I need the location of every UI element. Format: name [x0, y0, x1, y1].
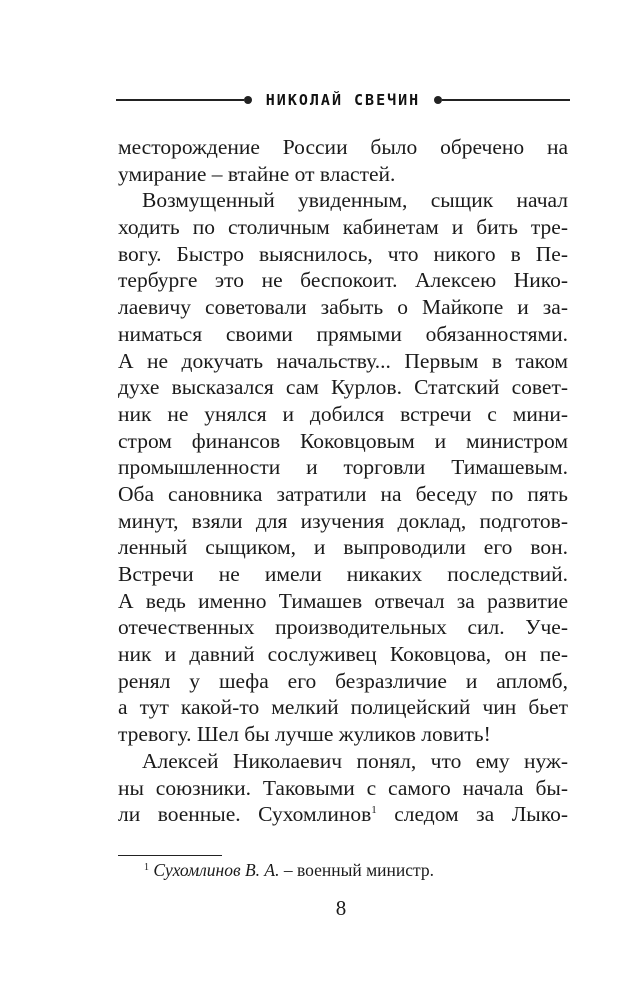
line-text: ник и давний сослуживец Коковцова, он пе-: [118, 642, 568, 667]
text-line: [118, 348, 568, 375]
footnote-reference: 1: [371, 804, 377, 817]
line-text: тревогу. Шел бы лучше жуликов ловить!: [118, 722, 491, 747]
text-line: [118, 267, 568, 294]
line-text: а тут какой-то мелкий полицейский чин бьет: [118, 695, 568, 720]
text-line: [118, 561, 568, 588]
text-line: [118, 161, 568, 188]
text-line: [118, 775, 568, 802]
footnote-text: – военный министр.: [279, 860, 434, 880]
running-title: НИКОЛАЙ СВЕЧИН: [265, 91, 421, 109]
text-line: [118, 214, 568, 241]
footnote-name: Сухомлинов В. А.: [153, 860, 280, 880]
footnote-marker: 1: [144, 862, 149, 873]
text-line: [118, 321, 568, 348]
line-text: Оба сановника затратили на беседу по пять: [118, 481, 568, 506]
page-number: 8: [335, 896, 347, 920]
text-line: [118, 454, 568, 481]
text-line: [118, 588, 568, 615]
text-line: [118, 614, 568, 641]
text-line: [118, 374, 568, 401]
line-text: А не докучать начальству... Первым в таком: [118, 348, 568, 373]
line-text: Встречи не имели никаких последствий.: [118, 562, 568, 586]
text-line: [118, 134, 568, 161]
text-line: [118, 481, 568, 508]
line-text: месторождение России было обречено на: [118, 135, 568, 159]
line-text: А ведь именно Тимашев отвечал за развитие: [118, 588, 568, 613]
line-text: ренял у шефа его безразличие и апломб,: [118, 668, 568, 693]
header-rule-right: [442, 99, 570, 101]
line-text: промышленности и торговли Тимашевым.: [118, 455, 568, 480]
line-text: ник не унялся и добился встречи с мини-: [118, 401, 568, 426]
line-text: Алексей Николаевич понял, что ему нуж-: [142, 748, 568, 773]
line-text: минут, взяли для изучения доклад, подготов-: [118, 508, 568, 533]
text-line: [118, 801, 568, 828]
text-line: [118, 534, 568, 561]
line-text: стром финансов Коковцовым и министром: [118, 428, 568, 453]
text-line: [118, 401, 568, 428]
line-text: отечественных производительных сил. Уче-: [118, 615, 568, 640]
line-text: ниматься своими прямыми обязанностями.: [118, 321, 568, 346]
text-line: [118, 694, 568, 721]
line-text: лаевичу советовали забыть о Майкопе и за-: [118, 295, 568, 320]
line-text: тербурге это не беспокоит. Алексею Нико-: [118, 268, 568, 293]
line-text: вогу. Быстро выяснилось, что никого в Пе-: [118, 241, 568, 266]
text-line: [118, 187, 568, 214]
running-header: [116, 88, 570, 112]
text-line: [118, 428, 568, 455]
footnote-rule: [118, 855, 222, 856]
line-text: ли военные. Сухомлинов: [118, 802, 372, 827]
body-text: [118, 134, 568, 828]
text-line: [118, 508, 568, 535]
text-line: [118, 748, 568, 775]
text-line: [118, 668, 568, 695]
line-text: духе высказался сам Курлов. Статский совет-: [118, 375, 568, 400]
line-text: ны союзники. Таковыми с самого начала бы-: [118, 775, 568, 800]
text-line: [118, 641, 568, 668]
header-bullet-left: [244, 96, 252, 104]
header-rule-left: [116, 99, 244, 101]
line-text-continued: следом за Лыко-: [376, 802, 568, 827]
footnote: [144, 860, 434, 881]
text-line: [118, 241, 568, 268]
line-text: умирание – втайне от властей.: [118, 161, 396, 186]
line-text: Возмущенный увиденным, сыщик начал: [142, 188, 568, 213]
text-line: [118, 294, 568, 321]
text-line: [118, 721, 568, 748]
header-bullet-right: [434, 96, 442, 104]
line-text: ленный сыщиком, и выпроводили его вон.: [118, 535, 568, 560]
line-text: ходить по столичным кабинетам и бить тре-: [118, 215, 568, 240]
